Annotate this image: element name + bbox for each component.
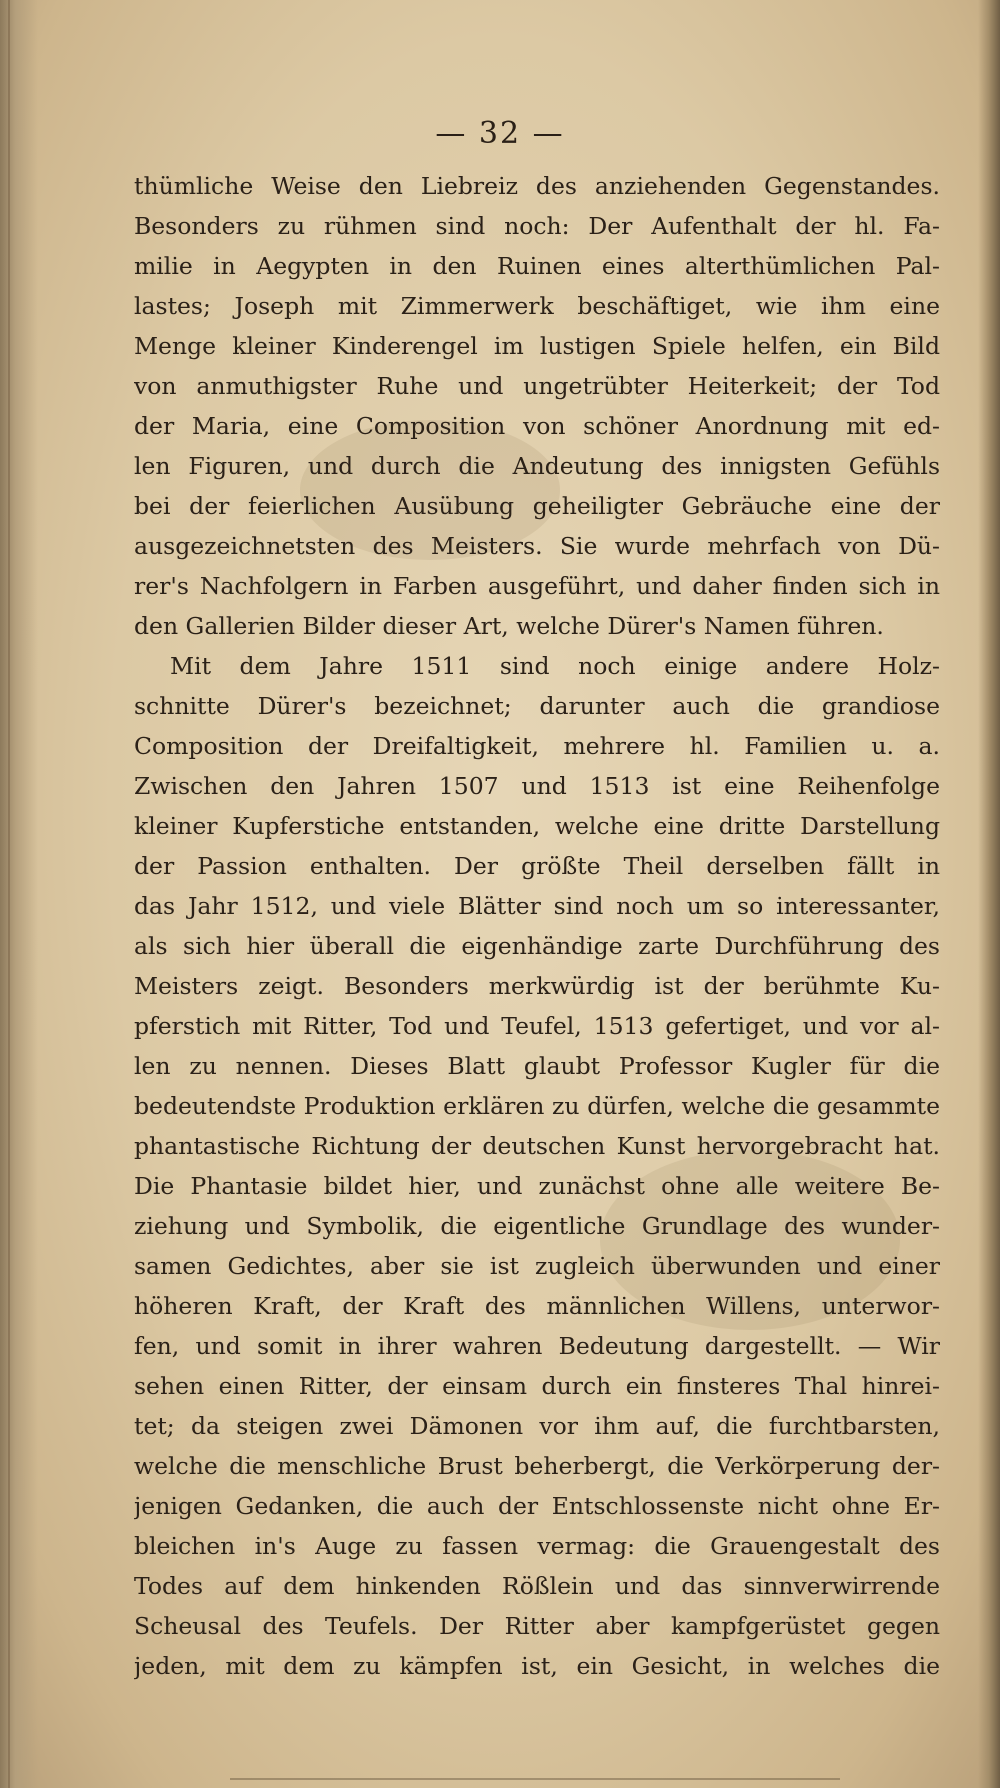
text-line: fen, und somit in ihrer wahren Bedeutung dargestellt. — Wir [134, 1332, 940, 1360]
text-line: kleiner Kupferstiche entstanden, welche eine dritte Darstellung [134, 812, 940, 840]
text-line: Meisters zeigt. Besonders merkwürdig ist der berühmte Ku- [134, 972, 940, 1000]
text-line: Todes auf dem hinkenden Rößlein und das sinnverwirrende [134, 1572, 940, 1600]
text-line: rer's Nachfolgern in Farben ausgeführt, und daher finden sich in [134, 572, 940, 600]
text-line: Besonders zu rühmen sind noch: Der Aufenthalt der hl. Fa- [134, 212, 940, 240]
text-line: Die Phantasie bildet hier, und zunächst ohne alle weitere Be- [134, 1172, 940, 1200]
text-line: phantastische Richtung der deutschen Kunst hervorgebracht hat. [134, 1132, 940, 1160]
text-line: schnitte Dürer's bezeichnet; darunter auch die grandiose [134, 692, 940, 720]
text-line: der Maria, eine Composition von schöner Anordnung mit ed- [134, 412, 940, 440]
text-line: als sich hier überall die eigenhändige zarte Durchführung des [134, 932, 940, 960]
text-line: ziehung und Symbolik, die eigentliche Grundlage des wunder- [134, 1212, 940, 1240]
text-line: von anmuthigster Ruhe und ungetrübter Heiterkeit; der Tod [134, 372, 940, 400]
paragraph-start-line: Mit dem Jahre 1511 sind noch einige andere Holz- [170, 652, 940, 680]
page-outer-edge [978, 0, 1000, 1788]
text-line: jeden, mit dem zu kämpfen ist, ein Gesicht, in welches die [134, 1652, 940, 1680]
text-line: das Jahr 1512, und viele Blätter sind noch um so interessanter, [134, 892, 940, 920]
text-line: der Passion enthalten. Der größte Theil derselben fällt in [134, 852, 940, 880]
text-line: len Figuren, und durch die Andeutung des innigsten Gefühls [134, 452, 940, 480]
page-binding-shadow [0, 0, 38, 1788]
text-line: jenigen Gedanken, die auch der Entschlossenste nicht ohne Er- [134, 1492, 940, 1520]
text-line: Scheusal des Teufels. Der Ritter aber kampfgerüstet gegen [134, 1612, 940, 1640]
text-line: ausgezeichnetsten des Meisters. Sie wurde mehrfach von Dü- [134, 532, 940, 560]
text-line: welche die menschliche Brust beherbergt, die Verkörperung der- [134, 1452, 940, 1480]
text-line: lastes; Joseph mit Zimmerwerk beschäftiget, wie ihm eine [134, 292, 940, 320]
text-line: Zwischen den Jahren 1507 und 1513 ist eine Reihenfolge [134, 772, 940, 800]
text-line: thümliche Weise den Liebreiz des anziehenden Gegenstandes. [134, 172, 940, 200]
page-bottom-trim [230, 1778, 840, 1780]
page-number: — 32 — [435, 116, 565, 151]
text-line: bedeutendste Produktion erklären zu dürfen, welche die gesammte [134, 1092, 940, 1120]
binding-edge-line [8, 0, 10, 1788]
text-line: den Gallerien Bilder dieser Art, welche Dürer's Namen führen. [134, 612, 884, 640]
text-line: milie in Aegypten in den Ruinen eines alterthümlichen Pal- [134, 252, 940, 280]
text-line: tet; da steigen zwei Dämonen vor ihm auf, die furchtbarsten, [134, 1412, 940, 1440]
text-line: bei der feierlichen Ausübung geheiligter Gebräuche eine der [134, 492, 940, 520]
text-line: pferstich mit Ritter, Tod und Teufel, 1513 gefertiget, und vor al- [134, 1012, 940, 1040]
text-line: Menge kleiner Kinderengel im lustigen Spiele helfen, ein Bild [134, 332, 940, 360]
text-line: sehen einen Ritter, der einsam durch ein finsteres Thal hinrei- [134, 1372, 940, 1400]
text-line: bleichen in's Auge zu fassen vermag: die Grauengestalt des [134, 1532, 940, 1560]
text-line: Composition der Dreifaltigkeit, mehrere hl. Familien u. a. [134, 732, 940, 760]
text-line: höheren Kraft, der Kraft des männlichen Willens, unterwor- [134, 1292, 940, 1320]
text-line: len zu nennen. Dieses Blatt glaubt Professor Kugler für die [134, 1052, 940, 1080]
body-text [134, 166, 940, 1686]
text-line: samen Gedichtes, aber sie ist zugleich überwunden und einer [134, 1252, 940, 1280]
